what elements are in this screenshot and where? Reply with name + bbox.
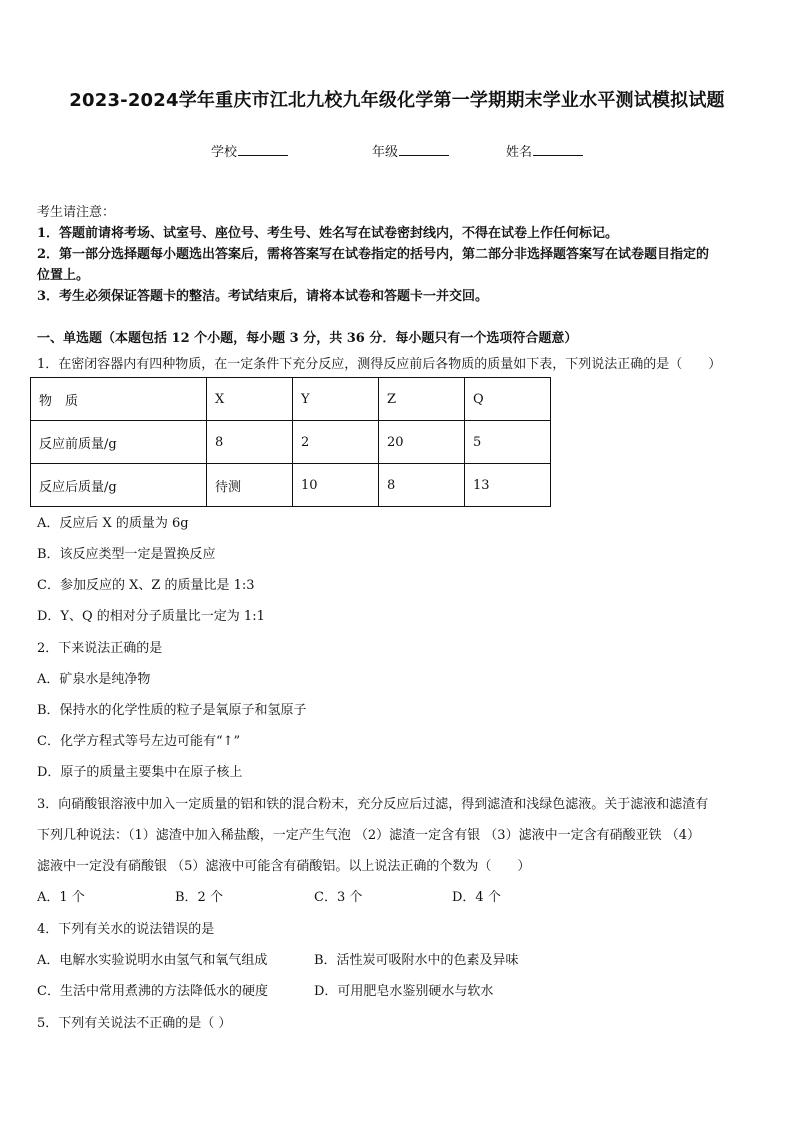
grade-field bbox=[372, 141, 449, 160]
table-header-row bbox=[31, 378, 551, 421]
q1-option-a: A．反应后 X 的质量为 6g bbox=[37, 516, 189, 531]
question-3-stem-line: 滤液中一定没有硝酸银 （5）滤液中可能含有硝酸铝。以上说法正确的个数为（ ） bbox=[37, 859, 531, 874]
table-cell: 8 bbox=[207, 421, 293, 464]
table-cell: Z bbox=[379, 378, 465, 421]
question-2-stem: 2．下来说法正确的是 bbox=[37, 641, 163, 656]
q2-option-d: D．原子的质量主要集中在原子核上 bbox=[37, 765, 243, 780]
table-cell: 13 bbox=[465, 464, 551, 507]
name-field bbox=[506, 141, 583, 160]
question-1-stem: 1．在密闭容器内有四种物质，在一定条件下充分反应，测得反应前后各物质的质量如下表，下列说法正确的是（ ） bbox=[37, 357, 722, 372]
table-cell: X bbox=[207, 378, 293, 421]
q1-option-c: C．参加反应的 X、Z 的质量比是 1:3 bbox=[37, 578, 255, 593]
table-cell: 2 bbox=[293, 421, 379, 464]
table-cell: 20 bbox=[379, 421, 465, 464]
note-item: 1．答题前请将考场、试室号、座位号、考生号、姓名写在试卷密封线内，不得在试卷上作任何标记。 bbox=[37, 226, 619, 241]
table-row bbox=[31, 464, 551, 507]
name-label: 姓名 bbox=[506, 145, 533, 160]
grade-label: 年级 bbox=[372, 145, 399, 160]
q1-option-b: B．该反应类型一定是置换反应 bbox=[37, 547, 216, 562]
table-cell: 5 bbox=[465, 421, 551, 464]
table-cell: 8 bbox=[379, 464, 465, 507]
note-item: 3．考生必须保证答题卡的整洁。考试结束后，请将本试卷和答题卡一并交回。 bbox=[37, 289, 489, 304]
school-label: 学校 bbox=[211, 145, 238, 160]
table-cell: 反应后质量/g bbox=[31, 464, 207, 507]
note-item: 2．第一部分选择题每小题选出答案后，需将答案写在试卷指定的括号内，第二部分非选择题答案写在试卷题目指定的 bbox=[37, 247, 710, 262]
name-blank bbox=[533, 143, 583, 156]
q4-option-d: D．可用肥皂水鉴别硬水与软水 bbox=[314, 984, 494, 999]
school-field bbox=[211, 141, 288, 160]
q3-option-d: D．4 个 bbox=[452, 890, 501, 905]
question-3-stem-line: 3．向硝酸银溶液中加入一定质量的铝和铁的混合粉末，充分反应后过滤，得到滤渣和浅绿色滤液。关于滤液和滤渣有 bbox=[37, 797, 709, 812]
section-heading: 一、单选题（本题包括 12 个小题，每小题 3 分，共 36 分．每小题只有一个选项符合题意） bbox=[37, 331, 578, 346]
q2-option-c: C．化学方程式等号左边可能有“↑” bbox=[37, 734, 241, 749]
table-cell: 反应前质量/g bbox=[31, 421, 207, 464]
question-4-stem: 4．下列有关水的说法错误的是 bbox=[37, 922, 215, 937]
question-3-stem-line: 下列几种说法：（1）滤渣中加入稀盐酸，一定产生气泡 （2）滤渣一定含有银 （3）滤液中一定含有硝酸亚铁 （4） bbox=[37, 828, 700, 843]
table-cell: 物 质 bbox=[31, 378, 207, 421]
grade-blank bbox=[399, 143, 449, 156]
q3-option-b: B．2 个 bbox=[175, 890, 223, 905]
mass-table bbox=[30, 377, 551, 507]
q4-option-a: A．电解水实验说明水由氢气和氧气组成 bbox=[37, 953, 268, 968]
q4-option-c: C．生活中常用煮沸的方法降低水的硬度 bbox=[37, 984, 268, 999]
table-cell: Y bbox=[293, 378, 379, 421]
q4-option-b: B．活性炭可吸附水中的色素及异味 bbox=[314, 953, 519, 968]
table-cell: 待测 bbox=[207, 464, 293, 507]
q1-option-d: D．Y、Q 的相对分子质量比一定为 1:1 bbox=[37, 609, 265, 624]
q2-option-b: B．保持水的化学性质的粒子是氧原子和氢原子 bbox=[37, 703, 307, 718]
question-5-stem: 5．下列有关说法不正确的是（ ） bbox=[37, 1016, 232, 1031]
q3-option-a: A．1 个 bbox=[37, 890, 85, 905]
page-title: 2023-2024学年重庆市江北九校九年级化学第一学期期末学业水平测试模拟试题 bbox=[69, 90, 725, 111]
school-blank bbox=[238, 143, 288, 156]
table-cell: Q bbox=[465, 378, 551, 421]
notes-heading: 考生请注意： bbox=[37, 205, 116, 220]
note-item: 位置上。 bbox=[37, 268, 90, 283]
table-cell: 10 bbox=[293, 464, 379, 507]
table-row bbox=[31, 421, 551, 464]
q2-option-a: A．矿泉水是纯净物 bbox=[37, 672, 151, 687]
q3-option-c: C．3 个 bbox=[314, 890, 363, 905]
exam-notes bbox=[37, 202, 767, 307]
